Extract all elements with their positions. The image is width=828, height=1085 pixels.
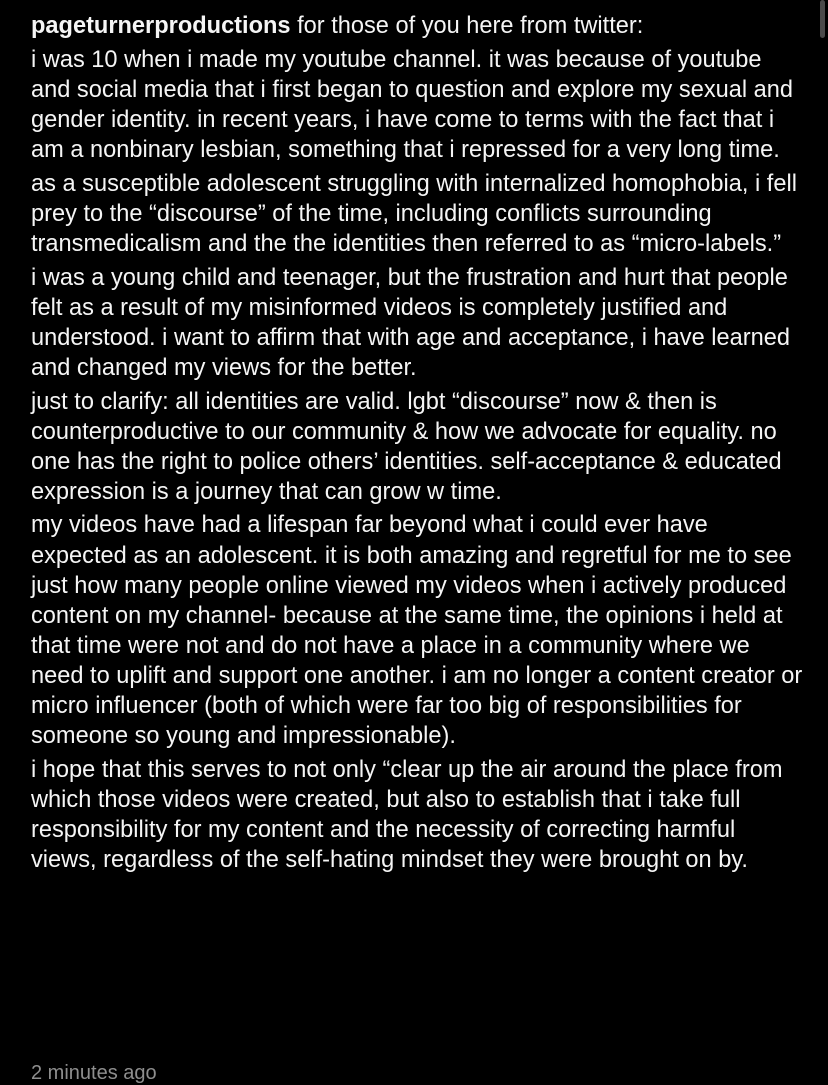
caption-paragraph: just to clarify: all identities are valid. lgbt “discourse” now & then is counterproductive to our community & how we advocate for equality. no one has the right to police others’ identities. self-acceptance & educated expression is a journey that can grow w time. — [31, 388, 782, 505]
caption-paragraph: i hope that this serves to not only “clear up the air around the place from which those videos were created, but also to establish that i take full responsibility for my content and the necessity of correcting harmful views, regardless of the self-hating mindset they were brought on by. — [31, 756, 783, 874]
caption-lead-text: for those of you here from twitter: — [297, 13, 644, 39]
caption-paragraph: i was 10 when i made my youtube channel. it was because of youtube and social media that i first began to question and explore my sexual and gender identity. in recent years, i have come to terms with the fact that i am a nonbinary lesbian, something that i repressed for a very long time. — [31, 46, 794, 163]
caption-paragraph: my videos have had a lifespan far beyond what i could ever have expected as an adolescent. it is both amazing and regretful for me to see just how many people online viewed my videos when i actively produced content on my channel- because at the same time, the opinions i held at that time were not and do not have a place in a community where we need to uplift and support one another. i am no longer a content creator or micro influencer (both of which were far too big of responsibilities for someone so young and impressionable). — [31, 512, 803, 750]
caption-paragraph: i was a young child and teenager, but the frustration and hurt that people felt as a result of my misinformed videos is completely justified and understood. i want to affirm that with age and acceptance, i have learned and changed my views for the better. — [31, 264, 790, 381]
post-timestamp: 2 minutes ago — [31, 1062, 157, 1084]
caption-paragraph: as a susceptible adolescent struggling with internalized homophobia, i fell prey to the “discourse” of the time, including conflicts surrounding transmedicalism and the the identities then referred to as “micro-labels.” — [31, 170, 797, 257]
caption-first-line — [31, 11, 803, 41]
post-caption — [31, 11, 803, 879]
username-link[interactable]: pageturnerproductions — [31, 13, 291, 39]
scrollbar-thumb[interactable] — [820, 0, 825, 38]
